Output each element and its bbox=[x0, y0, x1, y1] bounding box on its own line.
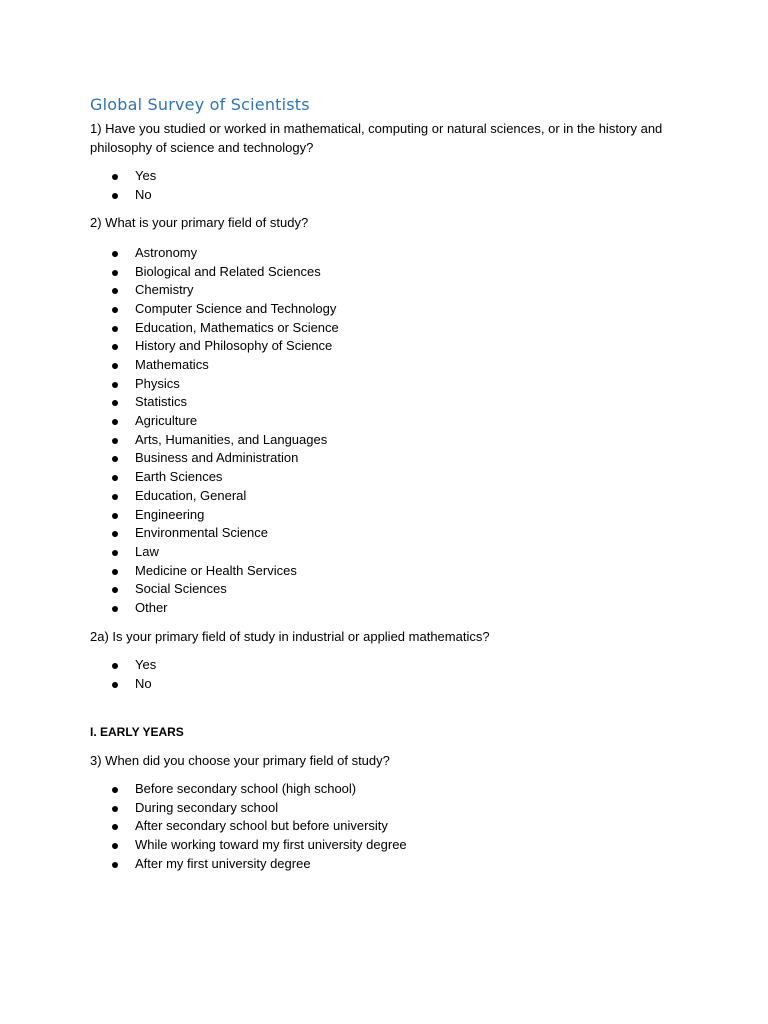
list-item bbox=[90, 580, 680, 599]
question-3-options bbox=[90, 780, 680, 873]
option-label: Physics bbox=[135, 375, 180, 391]
option-label: Chemistry bbox=[135, 282, 194, 298]
bullet-icon bbox=[112, 550, 118, 556]
option-label: Education, Mathematics or Science bbox=[135, 319, 339, 335]
option-label: Yes bbox=[135, 168, 157, 183]
option-label: Astronomy bbox=[135, 244, 198, 260]
bullet-icon bbox=[112, 307, 118, 313]
option-label: After my first university degree bbox=[135, 855, 311, 871]
option-label: Environmental Science bbox=[135, 525, 268, 541]
question-2a: 2a) Is your primary field of study in industrial or applied mathematics? bbox=[90, 628, 490, 644]
option-label: Computer Science and Technology bbox=[135, 300, 337, 316]
list-item bbox=[90, 487, 680, 506]
option-label: After secondary school but before university bbox=[135, 818, 388, 834]
list-item bbox=[90, 836, 680, 855]
question-1: 1) Have you studied or worked in mathematical, computing or natural sciences, or in the history and philosophy of science and technology? bbox=[90, 121, 663, 155]
option-label: Law bbox=[135, 543, 159, 559]
bullet-icon bbox=[112, 270, 118, 276]
list-item bbox=[90, 393, 680, 412]
option-label: Statistics bbox=[135, 394, 188, 410]
list-item bbox=[90, 543, 680, 562]
list-item bbox=[90, 468, 680, 487]
bullet-icon bbox=[112, 806, 118, 812]
bullet-icon bbox=[112, 419, 118, 425]
option-label: Agriculture bbox=[135, 413, 198, 429]
list-item bbox=[90, 337, 680, 356]
question-3: 3) When did you choose your primary field of study? bbox=[90, 752, 390, 768]
bullet-icon bbox=[112, 682, 118, 688]
bullet-icon bbox=[112, 862, 118, 868]
option-label: No bbox=[135, 675, 152, 691]
list-item bbox=[90, 319, 680, 338]
list-item bbox=[90, 263, 680, 282]
bullet-icon bbox=[112, 494, 118, 500]
bullet-icon bbox=[112, 787, 118, 793]
list-item bbox=[90, 281, 680, 300]
bullet-icon bbox=[112, 288, 118, 294]
list-item bbox=[90, 167, 680, 186]
question-2-options bbox=[90, 244, 680, 618]
bullet-icon bbox=[112, 326, 118, 332]
bullet-icon bbox=[112, 513, 118, 519]
bullet-icon bbox=[112, 438, 118, 444]
list-item bbox=[90, 244, 680, 263]
list-item bbox=[90, 356, 680, 375]
survey-document bbox=[90, 94, 680, 873]
list-item bbox=[90, 799, 680, 818]
bullet-icon bbox=[112, 456, 118, 462]
option-label: Earth Sciences bbox=[135, 469, 223, 485]
option-label: Education, General bbox=[135, 487, 247, 503]
option-label: Engineering bbox=[135, 506, 205, 522]
bullet-icon bbox=[112, 569, 118, 575]
bullet-icon bbox=[112, 251, 118, 257]
option-label: Business and Administration bbox=[135, 450, 299, 466]
list-item bbox=[90, 449, 680, 468]
list-item bbox=[90, 186, 680, 205]
list-item bbox=[90, 855, 680, 874]
bullet-icon bbox=[112, 475, 118, 481]
option-label: While working toward my first university degree bbox=[135, 837, 407, 853]
list-item bbox=[90, 431, 680, 450]
option-label: Before secondary school (high school) bbox=[135, 781, 357, 796]
list-item bbox=[90, 412, 680, 431]
question-2a-options bbox=[90, 656, 680, 693]
option-label: No bbox=[135, 186, 152, 202]
option-label: Mathematics bbox=[135, 357, 209, 372]
question-2: 2) What is your primary field of study? bbox=[90, 215, 309, 231]
option-label: Arts, Humanities, and Languages bbox=[135, 431, 328, 447]
list-item bbox=[90, 599, 680, 618]
list-item bbox=[90, 656, 680, 675]
option-label: Biological and Related Sciences bbox=[135, 263, 321, 279]
option-label: Medicine or Health Services bbox=[135, 562, 297, 578]
list-item bbox=[90, 300, 680, 319]
option-label: History and Philosophy of Science bbox=[135, 338, 333, 354]
option-label: Social Sciences bbox=[135, 581, 227, 597]
document-title: Global Survey of Scientists bbox=[90, 95, 310, 114]
list-item bbox=[90, 375, 680, 394]
bullet-icon bbox=[112, 174, 118, 180]
list-item bbox=[90, 562, 680, 581]
option-label: Yes bbox=[135, 657, 157, 673]
list-item bbox=[90, 675, 680, 694]
section-heading-early-years: I. EARLY YEARS bbox=[90, 724, 184, 739]
list-item bbox=[90, 524, 680, 543]
option-label: Other bbox=[135, 599, 168, 615]
bullet-icon bbox=[112, 824, 118, 830]
list-item bbox=[90, 506, 680, 525]
bullet-icon bbox=[112, 606, 118, 612]
list-item bbox=[90, 817, 680, 836]
list-item bbox=[90, 780, 680, 799]
bullet-icon bbox=[112, 193, 118, 199]
bullet-icon bbox=[112, 382, 118, 388]
bullet-icon bbox=[112, 587, 118, 593]
bullet-icon bbox=[112, 363, 118, 369]
option-label: During secondary school bbox=[135, 799, 279, 815]
bullet-icon bbox=[112, 344, 118, 350]
bullet-icon bbox=[112, 400, 118, 406]
bullet-icon bbox=[112, 531, 118, 537]
bullet-icon bbox=[112, 843, 118, 849]
question-1-options bbox=[90, 167, 680, 204]
bullet-icon bbox=[112, 663, 118, 669]
